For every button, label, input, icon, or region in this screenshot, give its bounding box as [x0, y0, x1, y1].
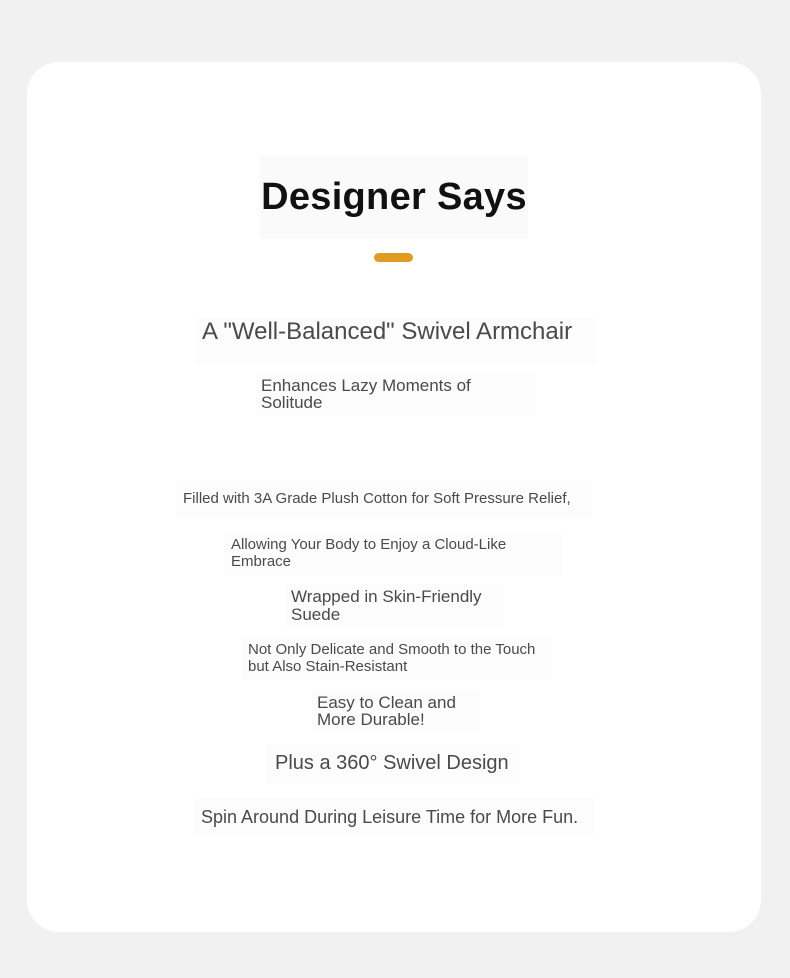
clean-feature-text: Easy to Clean and More Durable! [312, 690, 480, 732]
touch-feature-text: Not Only Delicate and Smooth to the Touch but Also Stain-Resistant [242, 636, 552, 680]
embrace-feature-text: Allowing Your Body to Enjoy a Cloud-Like Embrace [224, 532, 562, 576]
title-container [260, 155, 528, 239]
headline-text: A "Well-Balanced" Swivel Armchair [196, 318, 596, 364]
cotton-feature-text: Filled with 3A Grade Plush Cotton for Soft Pressure Relief, [176, 480, 592, 518]
subheadline-text: Enhances Lazy Moments of Solitude [256, 372, 536, 416]
section-title: Designer Says [261, 175, 527, 218]
title-accent-bar [374, 253, 413, 262]
fun-feature-text: Spin Around During Leisure Time for More Fun. [194, 798, 594, 836]
swivel-feature-text: Plus a 360° Swivel Design [266, 744, 520, 784]
suede-feature-text: Wrapped in Skin-Friendly Suede [286, 584, 504, 628]
